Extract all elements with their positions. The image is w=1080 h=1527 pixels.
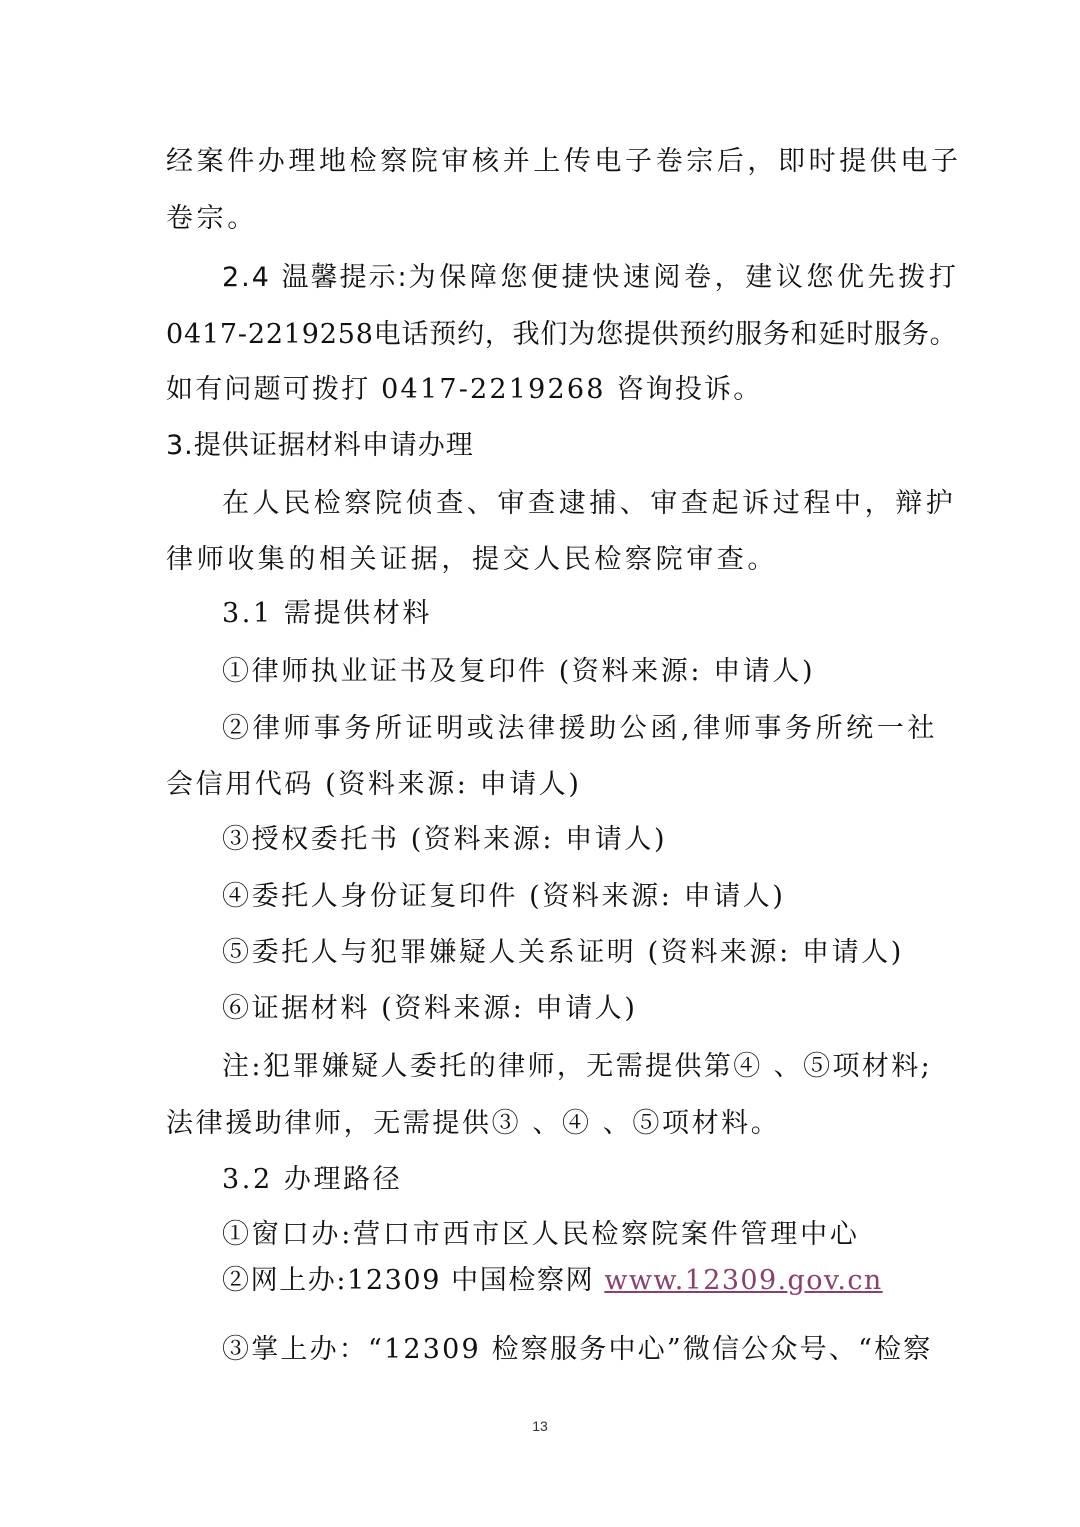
body-text-line (166, 318, 958, 352)
tip-paragraph (222, 261, 959, 295)
body-text-line: 律师收集的相关证据，提交人民检察院审查。 (166, 544, 778, 575)
subsection-heading: 3.1 需提供材料 (222, 598, 432, 629)
tip-text: 为保障您便捷快速阅卷，建议您优先拨打 (408, 262, 960, 293)
complaint-phone-line: 如有问题可拨打 0417-2219268 咨询投诉。 (166, 374, 763, 405)
route-item (222, 1264, 883, 1298)
route-item: ③掌上办：“12309 检察服务中心”微信公众号、“检察 (222, 1334, 933, 1365)
material-item: ①律师执业证书及复印件 (资料来源: 申请人) (222, 656, 816, 687)
material-item-continued: 会信用代码 (资料来源: 申请人) (166, 769, 582, 800)
material-item: ⑤委托人与犯罪嫌疑人关系证明 (资料来源: 申请人) (222, 937, 904, 968)
website-link[interactable]: www.12309.gov.cn (604, 1265, 883, 1296)
material-item: ④委托人身份证复印件 (资料来源: 申请人) (222, 881, 786, 912)
route-item: ①窗口办:营口市西市区人民检察院案件管理中心 (222, 1219, 860, 1250)
body-text-line: 经案件办理地检察院审核并上传电子卷宗后，即时提供电子 (166, 146, 962, 177)
online-route-text: ②网上办:12309 中国检察网 (222, 1265, 605, 1296)
material-item: ⑥证据材料 (资料来源: 申请人) (222, 993, 638, 1024)
material-item: ②律师事务所证明或法律援助公函,律师事务所统一社 (222, 713, 938, 744)
subsection-heading: 3.2 办理路径 (222, 1164, 403, 1195)
note-line: 法律援助律师，无需提供③ 、④ 、⑤项材料。 (166, 1108, 781, 1139)
note-line: 注:犯罪嫌疑人委托的律师，无需提供第④ 、⑤项材料; (222, 1051, 933, 1082)
appointment-text: 电话预约，我们为您提供预约服务和延时服务。 (373, 319, 958, 350)
body-text-line: 卷宗。 (166, 203, 258, 234)
tip-label: 2.4 温馨提示: (222, 262, 409, 293)
page-number: 13 (532, 1418, 548, 1434)
appointment-phone: 0417-2219258 (166, 319, 374, 350)
section-heading: 3.提供证据材料申请办理 (166, 430, 474, 461)
material-item: ③授权委托书 (资料来源: 申请人) (222, 824, 668, 855)
body-text-line: 在人民检察院侦查、审查逮捕、审查起诉过程中，辩护 (222, 488, 957, 519)
